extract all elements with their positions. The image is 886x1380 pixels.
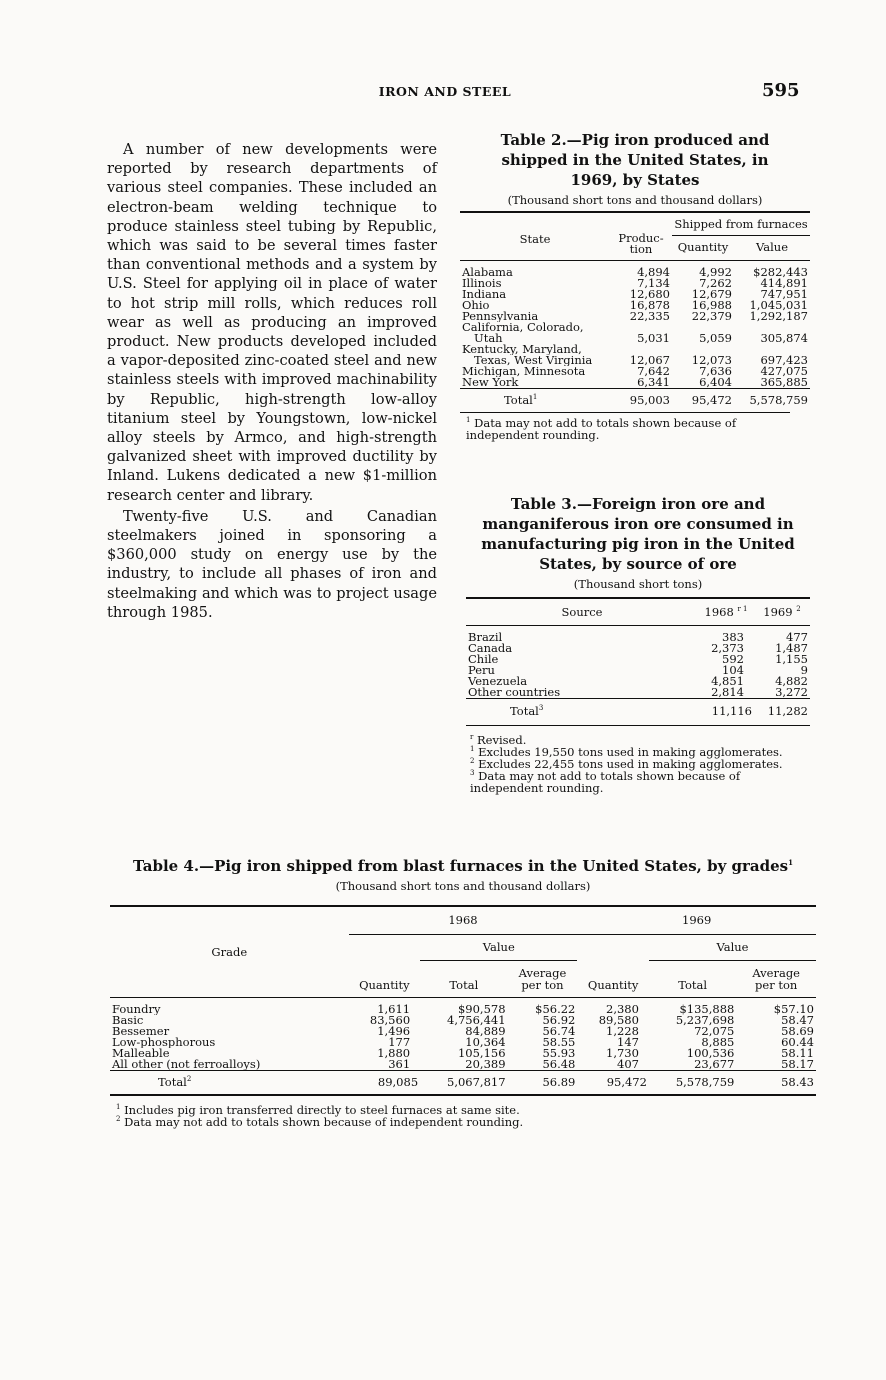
- footnote-text: Excludes 19,550 tons used in making agglomerates.: [478, 745, 783, 759]
- total-label: Total: [510, 704, 539, 717]
- cell: 3,272: [775, 685, 808, 699]
- cell: 147: [617, 1035, 639, 1049]
- footnote-mark: 2: [116, 1115, 121, 1124]
- column-group-header: Shipped from furnaces: [672, 212, 810, 236]
- cell: 361: [388, 1057, 411, 1071]
- cell: 7,262: [699, 276, 732, 290]
- row-label: Foundry: [112, 1002, 161, 1015]
- leader-dots: ______________: [506, 289, 594, 300]
- footnote-mark: r 1: [737, 605, 748, 614]
- row-label: Pennsylvania: [462, 311, 539, 322]
- leader-dots: ___________: [518, 377, 588, 389]
- column-header: Source: [561, 605, 603, 619]
- caption-text: Table 4.—Pig iron shipped from blast furnaces in the United States, by grades: [133, 857, 789, 875]
- footnote-mark: 2: [796, 605, 801, 614]
- column-header: Total: [678, 978, 708, 992]
- total-row: [460, 389, 810, 407]
- leader-dots: _________________________: [502, 630, 659, 643]
- column-header: Quantity: [587, 978, 639, 992]
- cell: 7,134: [637, 276, 670, 290]
- leader-dots: __________________________: [494, 665, 658, 676]
- cell: 58.55: [542, 1035, 576, 1049]
- cell: 5,031: [637, 331, 670, 345]
- row-label: Alabama: [462, 265, 513, 278]
- footnotes: [110, 1104, 816, 1128]
- table-3: [466, 494, 810, 794]
- cell: 58.17: [781, 1057, 814, 1071]
- cell: 72,075: [694, 1024, 735, 1038]
- leader-dots: _________: [537, 393, 594, 406]
- cell: $57.10: [773, 1002, 814, 1016]
- cell: 1,730: [606, 1046, 639, 1060]
- cell: 89,580: [598, 1013, 639, 1027]
- column-header: Grade: [211, 944, 248, 959]
- row-label: Utah: [474, 333, 503, 344]
- column-header: Average per ton: [518, 966, 567, 992]
- table-units: (Thousand short tons): [573, 577, 703, 591]
- cell: 5,237,698: [675, 1013, 735, 1027]
- footnote-text: Revised.: [477, 733, 527, 747]
- leader-dots: ______________________: [527, 676, 665, 687]
- cell: 89,085: [377, 1075, 419, 1089]
- table-4: [110, 856, 816, 1128]
- cell: 9: [800, 663, 808, 677]
- cell: 383: [722, 630, 744, 644]
- cell: 1,496: [377, 1024, 411, 1038]
- cell: 100,536: [686, 1046, 735, 1060]
- running-header-title: IRON AND STEEL: [378, 84, 512, 99]
- footnote-mark: 3: [470, 769, 475, 778]
- cell: 4,894: [637, 265, 670, 279]
- footnote: [460, 417, 810, 441]
- cell: 4,851: [711, 674, 744, 688]
- cell: 305,874: [760, 331, 808, 345]
- cell: 11,282: [767, 704, 808, 718]
- footnote-text: Data may not add to totals shown because of independent rounding.: [124, 1115, 524, 1129]
- leader-dots: ______________: [501, 278, 589, 289]
- row-label: Basic: [112, 1015, 144, 1026]
- leader-dots: ________________: [489, 300, 590, 311]
- table-caption: [110, 856, 816, 876]
- leader-dots: _________: [260, 1059, 317, 1071]
- cell: $90,578: [457, 1002, 506, 1016]
- year-header: 1969: [577, 906, 816, 935]
- year-label: 1968: [704, 605, 734, 619]
- cell: 4,756,441: [447, 1013, 506, 1027]
- cell: 22,335: [629, 309, 670, 323]
- table-2: [460, 130, 810, 441]
- year-header: 1968: [349, 906, 578, 935]
- cell: 1,045,031: [749, 298, 808, 312]
- column-header: [698, 598, 754, 626]
- column-group-header: Value: [420, 935, 577, 961]
- row-label: Texas, West Virginia: [474, 355, 593, 366]
- row-label: Canada: [468, 643, 513, 654]
- table-row: [466, 687, 810, 699]
- cell: 84,889: [465, 1024, 506, 1038]
- cell: 697,423: [760, 353, 808, 367]
- cell: 1,880: [377, 1046, 411, 1060]
- footnote: [116, 1116, 816, 1128]
- body-text: [107, 140, 437, 622]
- table-units: (Thousand short tons and thousand dollars): [335, 879, 591, 893]
- leader-dots: _________________________: [498, 654, 655, 665]
- cell: 56.74: [542, 1024, 576, 1038]
- row-label: Peru: [468, 665, 495, 676]
- cell: 1,155: [775, 652, 808, 666]
- footnote-mark: 1: [470, 745, 475, 754]
- leader-dots: _______________________________: [143, 1015, 338, 1026]
- column-header: [754, 598, 810, 626]
- row-label: Illinois: [462, 278, 502, 289]
- row-label: Low-phosphorous: [112, 1037, 216, 1048]
- leader-dots: ______________: [512, 265, 601, 278]
- paragraph: Twenty-five U.S. and Canadian steelmakers joined in sponsoring a $360,000 study on energy use by the industry, to include all phases of iron and steelmaking and which was to project usage through 1985.: [107, 507, 437, 621]
- table-row: [466, 654, 810, 665]
- cell: 1,611: [377, 1002, 411, 1016]
- row-label: Bessemer: [112, 1026, 170, 1037]
- total-row: [466, 699, 810, 718]
- cell: 177: [388, 1035, 411, 1049]
- cell: 58.69: [781, 1024, 814, 1038]
- footnote-mark: 2: [186, 1075, 192, 1084]
- leader-dots: ________________________: [512, 643, 663, 654]
- column-group-header: Value: [649, 935, 816, 961]
- cell: 8,885: [701, 1035, 735, 1049]
- footnote-mark: 3: [538, 704, 544, 713]
- leader-dots: _________________: [543, 704, 650, 717]
- leader-dots: ____________: [502, 333, 578, 344]
- column-header: Total: [449, 978, 479, 992]
- cell: 4,992: [699, 265, 732, 279]
- cell: 4,882: [775, 674, 808, 688]
- cell: 1,487: [775, 641, 808, 655]
- cell: 58.11: [781, 1046, 814, 1060]
- leader-dots: _________________: [560, 687, 667, 699]
- cell: 5,578,759: [675, 1075, 735, 1089]
- table-caption: Table 2.—Pig iron produced and shipped in the United States, in 1969, by States: [500, 131, 770, 189]
- cell: 2,814: [711, 685, 744, 699]
- cell: 16,988: [691, 298, 732, 312]
- cell: 427,075: [760, 364, 808, 378]
- footnote-mark: 1: [116, 1103, 121, 1112]
- table-row: [460, 333, 810, 344]
- footnote-mark: 2: [470, 757, 475, 766]
- cell: 6,404: [699, 375, 732, 389]
- row-label: New York: [462, 377, 519, 389]
- cell: 95,472: [691, 393, 732, 407]
- row-label: Kentucky, Maryland,: [462, 344, 582, 355]
- cell: 2,380: [606, 1002, 639, 1016]
- table-caption: Table 3.—Foreign iron ore and manganiferous iron ore consumed in manufacturing pig iron in the United States, by source of ore: [481, 495, 795, 573]
- data-table: [460, 211, 810, 406]
- cell: 1,228: [606, 1024, 639, 1038]
- cell: 56.92: [542, 1013, 576, 1027]
- row-label: Brazil: [468, 630, 503, 643]
- cell: 2,373: [711, 641, 744, 655]
- leader-dots: __________________: [191, 1075, 304, 1088]
- cell: 12,073: [691, 353, 732, 367]
- cell: 95,003: [629, 393, 670, 407]
- cell: $135,888: [679, 1002, 735, 1016]
- cell: 11,116: [711, 704, 752, 718]
- cell: $56.22: [535, 1002, 576, 1016]
- data-table: [110, 905, 816, 1088]
- footnote-mark: 1: [532, 393, 538, 402]
- table-row: [460, 322, 810, 333]
- table-row: [466, 665, 810, 676]
- table-row: [466, 626, 810, 644]
- year-label: 1969: [763, 605, 793, 619]
- leader-dots: __: [585, 366, 598, 377]
- row-label: Venezuela: [468, 676, 528, 687]
- cell: 22,379: [691, 309, 732, 323]
- cell: 105,156: [457, 1046, 506, 1060]
- cell: 1,292,187: [749, 309, 808, 323]
- row-label: Michigan, Minnesota: [462, 366, 586, 377]
- column-header: Quantity: [677, 240, 729, 254]
- row-label: Indiana: [462, 289, 507, 300]
- footnotes: [466, 734, 810, 794]
- table-units: (Thousand short tons and thousand dollars): [507, 193, 763, 207]
- cell: 83,560: [369, 1013, 411, 1027]
- cell: $282,443: [753, 265, 808, 279]
- column-header: Average per ton: [752, 966, 800, 992]
- cell: 56.89: [542, 1075, 576, 1089]
- row-label: Malleable: [112, 1048, 170, 1059]
- cell: 747,951: [760, 287, 808, 301]
- table-row: [466, 676, 810, 687]
- cell: 5,578,759: [749, 393, 808, 407]
- footnote-text: Excludes 22,455 tons used in making agglomerates.: [478, 757, 783, 771]
- paragraph: A number of new developments were reported by research departments of various steel companies. These included an electron-beam welding technique to produce stainless steel tubing by Republic, which was said to be several times faster than conventional methods and a system by U.S. Steel for applying oil in place of water to hot strip mill rolls, which reduces roll wear as well as producing an improved product. New products developed included a vapor-deposited zinc-coated steel and new stainless steels with improved machinability by Republic, high-strength low-alloy titanium steel by Youngstown, low-nickel alloy steels by Armco, and high-strength galvanized sheet with improved ductility by Inland. Lukens dedicated a new $1-million research center and library.: [107, 141, 437, 504]
- footnote-text: Data may not add to totals shown because of independent rounding.: [470, 769, 741, 795]
- column-header: State: [519, 232, 551, 246]
- cell: 12,680: [629, 287, 670, 301]
- row-label: All other (not ferroalloys): [112, 1059, 261, 1071]
- footnote: [470, 770, 810, 794]
- cell: 12,679: [691, 287, 732, 301]
- cell: 16,878: [629, 298, 670, 312]
- cell: 58.47: [781, 1013, 814, 1027]
- page-number: 595: [762, 80, 800, 101]
- table-row: [110, 1059, 816, 1071]
- table-row: [460, 366, 810, 377]
- cell: 56.48: [542, 1057, 576, 1071]
- row-label: Chile: [468, 654, 499, 665]
- cell: 5,067,817: [447, 1075, 506, 1089]
- cell: 95,472: [606, 1075, 647, 1089]
- total-row: [110, 1071, 816, 1089]
- footnote-mark: 1: [788, 858, 793, 867]
- footnote-mark: 1: [466, 416, 471, 425]
- row-label: Ohio: [462, 300, 490, 311]
- cell: 7,636: [699, 364, 732, 378]
- total-label: Total: [504, 393, 533, 406]
- leader-dots: ___________________________: [169, 1048, 339, 1059]
- column-header: Produc-tion: [618, 231, 664, 256]
- table-row: [466, 643, 810, 654]
- cell: 12,067: [629, 353, 670, 367]
- table-row: [460, 355, 810, 366]
- leader-dots: ____________________________: [169, 1026, 345, 1037]
- table-row: [460, 311, 810, 322]
- cell: 5,059: [699, 331, 732, 345]
- row-label: California, Colorado,: [462, 322, 584, 333]
- cell: 20,389: [465, 1057, 506, 1071]
- cell: 60.44: [781, 1035, 814, 1049]
- cell: 58.43: [781, 1075, 814, 1089]
- cell: 6,341: [637, 375, 670, 389]
- cell: 10,364: [465, 1035, 506, 1049]
- data-table: [466, 597, 810, 717]
- leader-dots: _________: [538, 311, 595, 322]
- cell: 414,891: [760, 276, 808, 290]
- column-header: Value: [756, 240, 788, 254]
- cell: 55.93: [542, 1046, 576, 1060]
- cell: 365,885: [760, 375, 808, 389]
- cell: 477: [786, 630, 808, 644]
- footnote-text: Includes pig iron transferred directly to steel furnaces at same site.: [124, 1103, 520, 1117]
- cell: 407: [617, 1057, 639, 1071]
- leader-dots: _____________________________: [160, 1002, 342, 1015]
- cell: 7,642: [637, 364, 670, 378]
- row-label: Other countries: [468, 687, 561, 699]
- footnote-mark: r: [470, 733, 474, 742]
- cell: 23,677: [694, 1057, 735, 1071]
- cell: 592: [722, 652, 744, 666]
- footnote-text: Data may not add to totals shown because of independent rounding.: [466, 416, 737, 442]
- column-header: Quantity: [359, 978, 410, 992]
- leader-dots: _____________________: [215, 1037, 347, 1048]
- table-row: [460, 261, 810, 279]
- cell: 104: [722, 663, 744, 677]
- total-label: Total: [158, 1075, 187, 1088]
- table-row: [460, 377, 810, 389]
